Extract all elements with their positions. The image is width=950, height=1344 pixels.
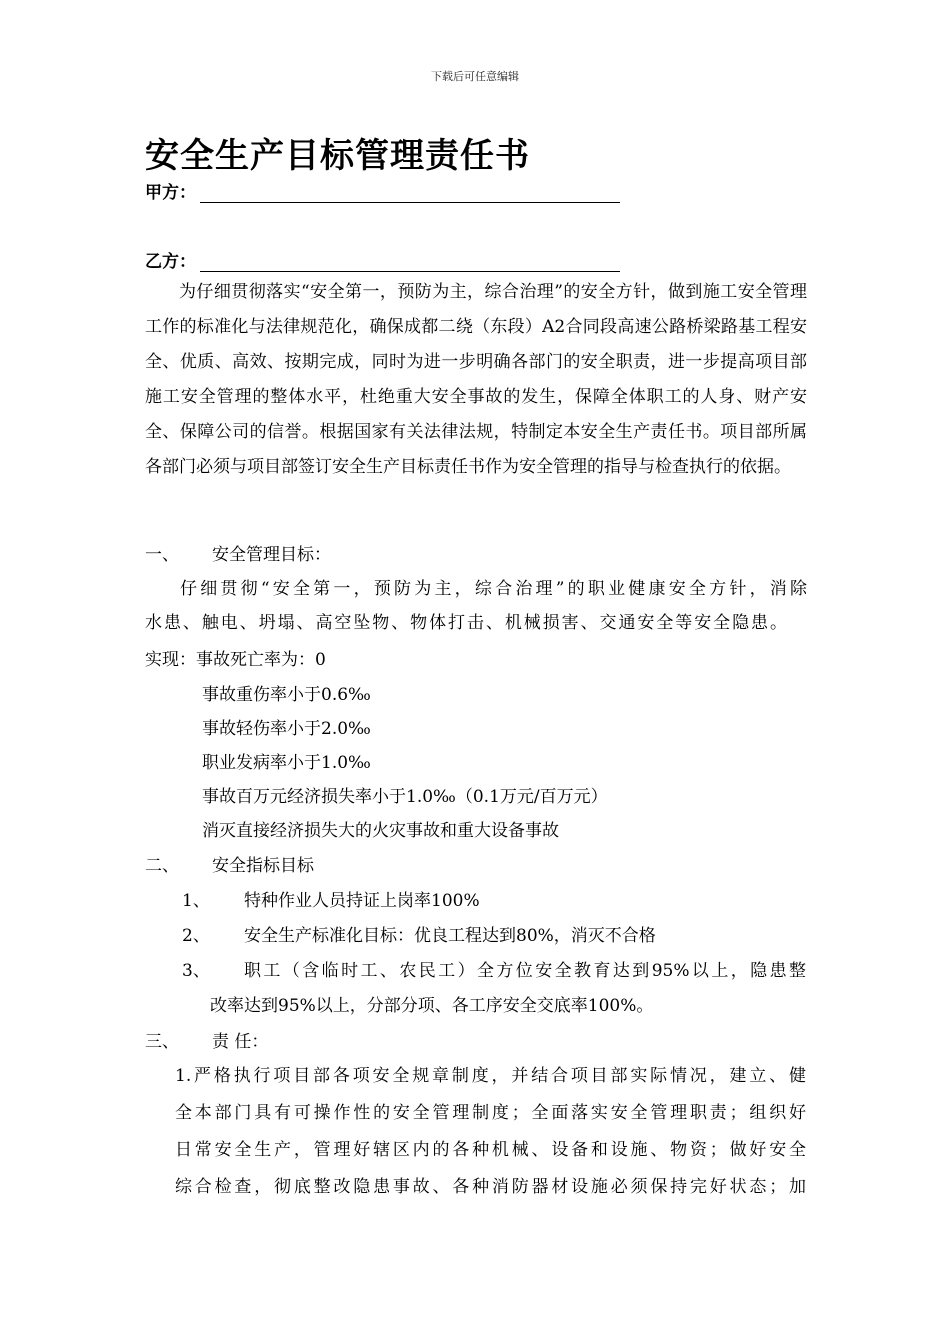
section-3-heading: 责 任： (212, 1032, 269, 1052)
section-1-heading: 安全管理目标： (212, 545, 331, 565)
party-b-blank-line (200, 255, 620, 272)
responsibility-line: 综合检查，彻底整改隐患事故、各种消防器材设施必须保持完好状态；加 (175, 1177, 806, 1197)
section-1-number: 一、 (145, 545, 179, 565)
section-2-heading: 安全指标目标 (212, 856, 314, 876)
party-a-blank-line (200, 186, 620, 203)
list-item-text: 职工（含临时工、农民工）全方位安全教育达到95%以上，隐患整 (244, 961, 806, 981)
responsibility-line: 1.严格执行项目部各项安全规章制度，并结合项目部实际情况，建立、健 (175, 1066, 806, 1086)
party-a-label: 甲方： (145, 183, 196, 203)
section-2-number: 二、 (145, 856, 179, 876)
target-item: 消灭直接经济损失大的火灾事故和重大设备事故 (202, 821, 559, 841)
page-header-note: 下载后可任意编辑 (431, 70, 519, 83)
target-item: 事故重伤率小于0.6‰ (202, 685, 371, 705)
section-3-number: 三、 (145, 1032, 179, 1052)
party-a-row (145, 178, 620, 203)
list-item-continuation: 改率达到95%以上，分部分项、各工序安全交底率100%。 (210, 996, 654, 1016)
list-item-text: 安全生产标准化目标：优良工程达到80%，消灭不合格 (244, 926, 656, 946)
target-item: 事故百万元经济损失率小于1.0‰（0.1万元/百万元） (202, 787, 608, 807)
responsibility-line: 全本部门具有可操作性的安全管理制度；全面落实安全管理职责；组织好 (175, 1103, 806, 1123)
responsibility-line: 日常安全生产，管理好辖区内的各种机械、设备和设施、物资；做好安全 (175, 1140, 806, 1160)
list-item-number: 1、 (182, 891, 210, 911)
party-b-label: 乙方： (145, 252, 196, 272)
target-item: 事故轻伤率小于2.0‰ (202, 719, 371, 739)
achieve-line: 实现：事故死亡率为：0 (145, 650, 326, 670)
party-b-row (145, 247, 620, 272)
list-item-number: 3、 (182, 961, 210, 981)
intro-paragraph: 为仔细贯彻落实“安全第一，预防为主，综合治理”的安全方针，做到施工安全管理工作的标准化与法律规范化，确保成都二绕（东段）A2合同段高速公路桥梁路基工程安全、优质、高效、按期完成，同时为进一步明确各部门的安全职责，进一步提高项目部施工安全管理的整体水平，杜绝重大安全事故的发生，保障全体职工的人身、财产安全、保障公司的信誉。根据国家有关法律法规，特制定本安全生产责任书。项目部所属各部门必须与项目部签订安全生产目标责任书作为安全管理的指导与检查执行的依据。 (145, 282, 807, 477)
section-1-para-line-2: 水患、触电、坍塌、高空坠物、物体打击、机械损害、交通安全等安全隐患。 (145, 613, 787, 633)
list-item-text: 特种作业人员持证上岗率100% (244, 891, 480, 911)
section-1-para-line-1: 仔细贯彻“安全第一，预防为主，综合治理”的职业健康安全方针，消除 (180, 579, 807, 599)
target-item: 职业发病率小于1.0‰ (202, 753, 371, 773)
list-item-number: 2、 (182, 926, 210, 946)
document-title: 安全生产目标管理责任书 (145, 136, 530, 176)
